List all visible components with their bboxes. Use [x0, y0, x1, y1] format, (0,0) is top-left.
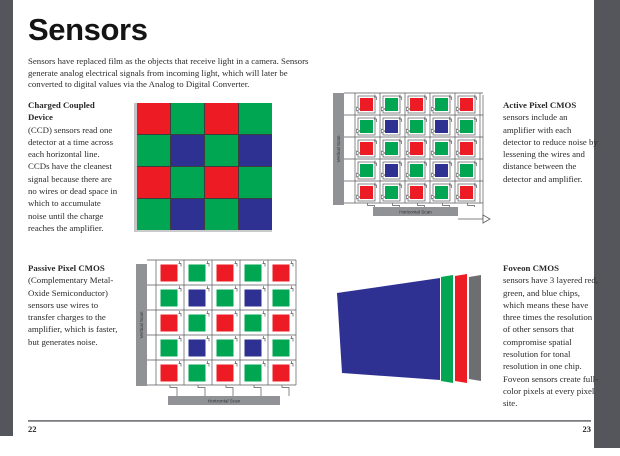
foveon-heading: Foveon CMOS: [503, 263, 559, 273]
pixel-cell: [205, 103, 238, 134]
pixel-cell: [360, 98, 373, 111]
pixel-cell: [189, 265, 206, 282]
pixel-cell: [189, 315, 206, 332]
pixel-cell: [273, 340, 290, 357]
pixel-cell: [435, 120, 448, 133]
pixel-cell: [360, 142, 373, 155]
pixel-cell: [410, 186, 423, 199]
vertical-scan-label: Vertical Scan: [336, 135, 342, 163]
pixel-cell: [273, 290, 290, 307]
pixel-cell: [171, 167, 204, 198]
ccd-text-block: [28, 99, 120, 234]
pixel-cell: [171, 103, 204, 134]
green-layer: [441, 275, 453, 383]
pixel-cell: [360, 186, 373, 199]
pixel-cell: [460, 142, 473, 155]
pixel-cell: [273, 315, 290, 332]
foveon-text-block: [503, 262, 601, 410]
pixel-cell: [273, 365, 290, 382]
pixel-cell: [435, 164, 448, 177]
pixel-cell: [189, 290, 206, 307]
left-page-number: 22: [28, 424, 37, 434]
pixel-cell: [161, 365, 178, 382]
horizontal-scan-label: Horizontal Scan: [207, 398, 241, 404]
pixel-cell: [189, 340, 206, 357]
pixel-cell: [410, 98, 423, 111]
page-title: Sensors: [28, 12, 148, 47]
passive-body: (Complementary Metal-Oxide Semiconductor) sensors use wires to transfer charges to the amplifier, which is faster, but generates noise.: [28, 275, 118, 347]
intro-paragraph: Sensors have replaced film as the objects that receive light in a camera. Sensors generate analog electrical signals from incoming light, which will later be converted to digital values via the Analog to Digital Converter.: [28, 56, 309, 90]
red-layer: [455, 274, 467, 383]
gray-layer: [469, 275, 481, 381]
ccd-heading: Charged Coupled Device: [28, 100, 95, 123]
ccd-bayer-grid: [134, 103, 272, 232]
pixel-cell: [460, 98, 473, 111]
pixel-cell: [217, 290, 234, 307]
pixel-cell: [245, 315, 262, 332]
pixel-cell: [217, 340, 234, 357]
pixel-cell: [217, 315, 234, 332]
pixel-cell: [137, 135, 170, 166]
pixel-cell: [161, 290, 178, 307]
pixel-cell: [189, 365, 206, 382]
pixel-cell: [217, 365, 234, 382]
pixel-cell: [360, 164, 373, 177]
pixel-cell: [385, 98, 398, 111]
pixel-cell: [161, 315, 178, 332]
passive-text-block: [28, 262, 120, 348]
passive-heading: Passive Pixel CMOS: [28, 263, 105, 273]
pixel-cell: [460, 186, 473, 199]
pixel-cell: [239, 103, 272, 134]
active-body: sensors include an amplifier with each detector to reduce noise by lessening the wires and distance between the detector and amplifier.: [503, 112, 598, 184]
pixel-cell: [385, 120, 398, 133]
pixel-cell: [161, 265, 178, 282]
active-heading: Active Pixel CMOS: [503, 100, 577, 110]
pixel-cell: [410, 142, 423, 155]
active-text-block: [503, 99, 601, 185]
active-pixel-cmos-diagram: [333, 87, 493, 233]
pixel-cell: [205, 167, 238, 198]
passive-pixel-cmos-diagram: [136, 256, 308, 408]
pixel-cell: [137, 199, 170, 230]
pixel-cell: [205, 199, 238, 230]
pixel-cell: [385, 164, 398, 177]
pixel-cell: [435, 98, 448, 111]
pixel-cell: [460, 164, 473, 177]
pixel-cell: [205, 135, 238, 166]
right-page-number: 23: [582, 424, 591, 434]
pixel-cell: [161, 340, 178, 357]
scan-arrow-icon: [483, 215, 490, 223]
horizontal-scan-label: Horizontal Scan: [399, 209, 432, 215]
viewer-left-band: [0, 0, 13, 436]
pixel-cell: [435, 186, 448, 199]
pixel-cell: [410, 120, 423, 133]
blue-layer: [337, 278, 440, 380]
pixel-cell: [385, 186, 398, 199]
pixel-cell: [273, 265, 290, 282]
foveon-body: sensors have 3 layered red, green, and blue chips, which means these have three times the resolution of other sensors that compromise spatial resolution for tonal resolution in one chip. Foveon sensors create full-color pixels at every pixel site.: [503, 275, 599, 409]
vertical-scan-label: Vertical Scan: [139, 311, 145, 339]
pixel-cell: [245, 290, 262, 307]
pixel-cell: [410, 164, 423, 177]
pixel-cell: [171, 199, 204, 230]
footer-rule: [28, 420, 591, 422]
ccd-body: (CCD) sensors read one detector at a time across each horizontal line. CCDs have the cleanest signal because there are no wires or dead space in which to accumulate noise until the charge reaches the amplifier.: [28, 124, 118, 233]
pixel-cell: [245, 340, 262, 357]
pixel-cell: [360, 120, 373, 133]
pixel-cell: [137, 103, 170, 134]
pixel-cell: [239, 135, 272, 166]
pixel-cell: [385, 142, 398, 155]
pixel-cell: [460, 120, 473, 133]
pixel-cell: [239, 199, 272, 230]
pixel-cell: [245, 265, 262, 282]
pixel-cell: [171, 135, 204, 166]
pixel-cell: [435, 142, 448, 155]
pixel-cell: [217, 265, 234, 282]
pixel-cell: [137, 167, 170, 198]
foveon-layers-graphic: [335, 262, 485, 388]
pixel-cell: [239, 167, 272, 198]
pixel-cell: [245, 365, 262, 382]
